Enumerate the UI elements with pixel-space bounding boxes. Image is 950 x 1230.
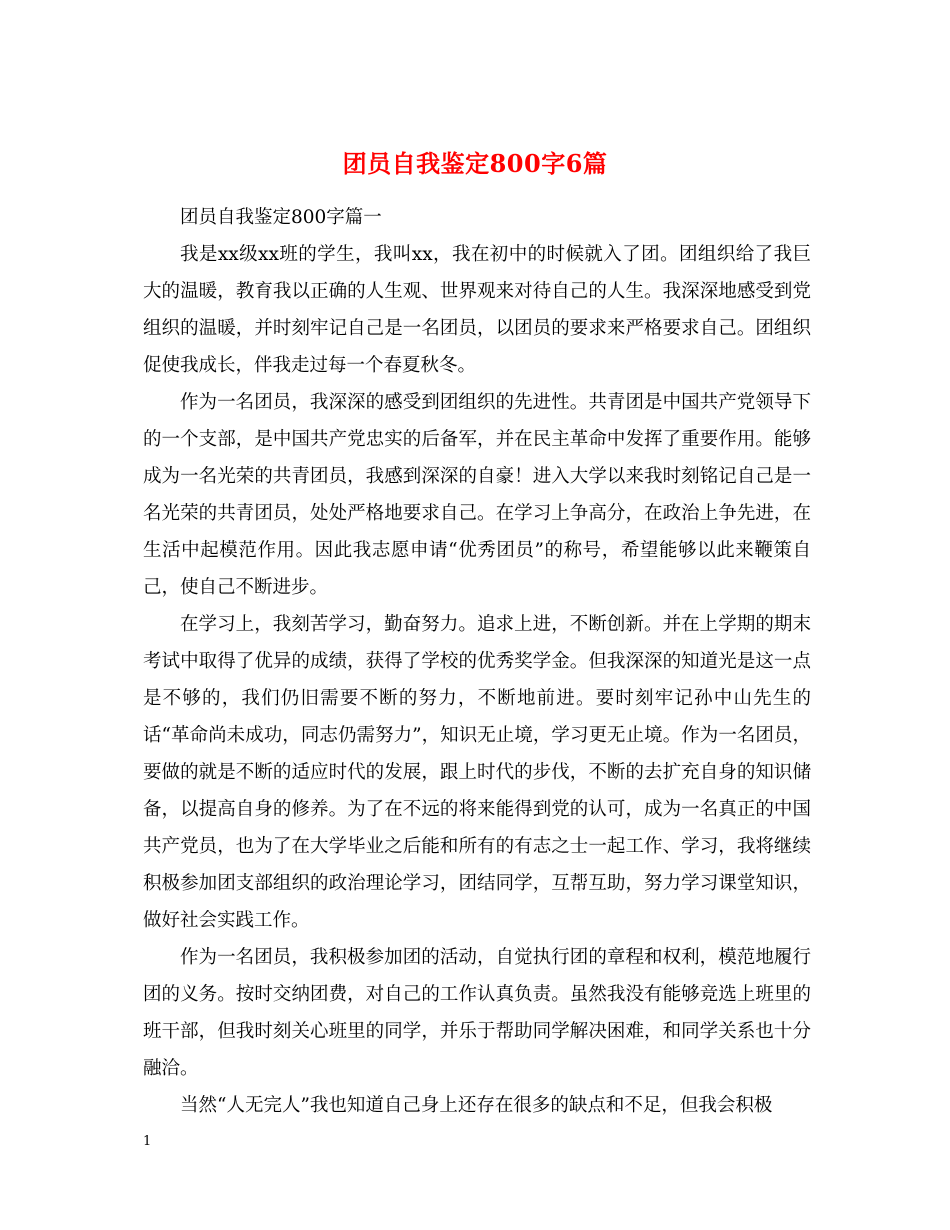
document-title: 团员自我鉴定800字6篇 (342, 149, 608, 179)
body-paragraph-5: 当然“人无完人”我也知道自己身上还存在很多的缺点和不足，但我会积极 (180, 1095, 773, 1116)
body-paragraph-3: 在学习上，我刻苦学习，勤奋努力。追求上进，不断创新。并在上学期的期末考试中取得了优异的成绩，获得了学校的优秀奖学金。但我深深的知道光是这一点是不够的，我们仍旧需要不断的努力，不断地前进。要时刻牢记孙中山先生的话“革命尚未成功，同志仍需努力”，知识无止境，学习更无止境。作为一名团员，要做的就是不断的适应时代的发展，跟上时代的步伐，不断的去扩充自身的知识储备，以提高自身的修养。为了在不远的将来能得到党的认可，成为一名真正的中国共产党员，也为了在大学毕业之后能和所有的有志之士一起工作、学习，我将继续积极参加团支部组织的政治理论学习，团结同学，互帮互助，努力学习课堂知识，做好社会实践工作。 (143, 614, 811, 931)
document-body (143, 199, 811, 1124)
body-paragraph-2: 作为一名团员，我深深的感受到团组织的先进性。共青团是中国共产党领导下的一个支部，是中国共产党忠实的后备军，并在民主革命中发挥了重要作用。能够成为一名光荣的共青团员，我感到深深的自豪！进入大学以来我时刻铭记自己是一名光荣的共青团员，处处严格地要求自己。在学习上争高分，在政治上争先进，在生活中起模范作用。因此我志愿申请“优秀团员”的称号，希望能够以此来鞭策自己，使自己不断进步。 (143, 392, 811, 598)
page-number: 1 (143, 1134, 152, 1149)
section-heading: 团员自我鉴定800字篇一 (180, 207, 382, 228)
body-paragraph-1: 我是xx级xx班的学生，我叫xx，我在初中的时候就入了团。团组织给了我巨大的温暖，教育我以正确的人生观、世界观来对待自己的人生。我深深地感受到党组织的温暖，并时刻牢记自己是一名团员，以团员的要求来严格要求自己。团组织促使我成长，伴我走过每一个春夏秋冬。 (143, 244, 811, 376)
body-paragraph-4: 作为一名团员，我积极参加团的活动，自觉执行团的章程和权利，模范地履行团的义务。按时交纳团费，对自己的工作认真负责。虽然我没有能够竞选上班里的班干部，但我时刻关心班里的同学，并乐于帮助同学解决困难，和同学关系也十分融洽。 (143, 947, 811, 1079)
